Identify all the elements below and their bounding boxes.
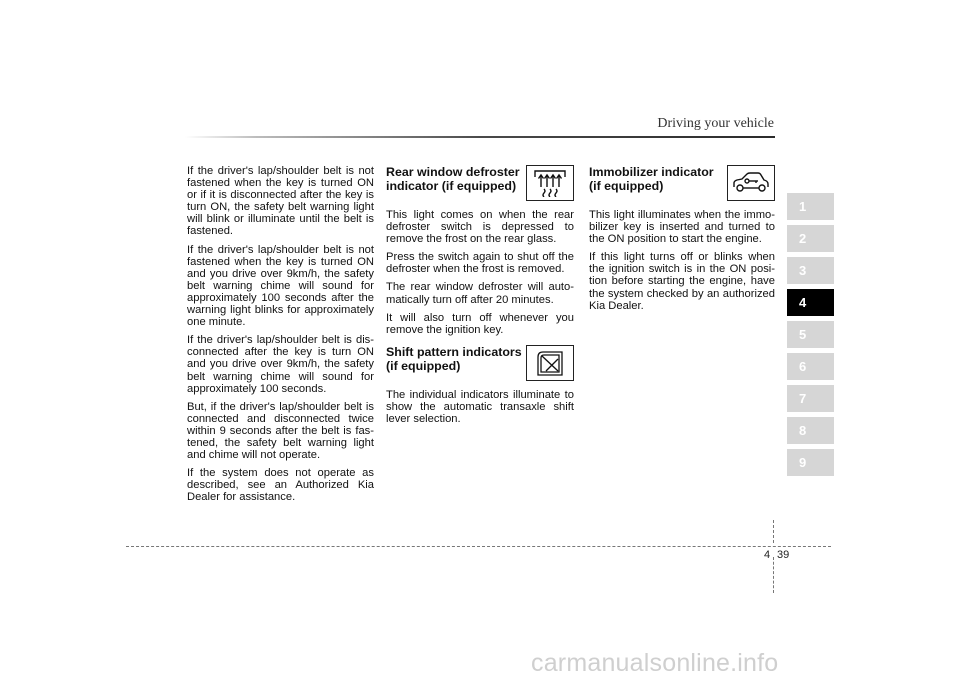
heading-line: (if equipped) (589, 179, 664, 193)
paragraph: If the driver's lap/shoulder belt is not fastened when the key is turned ON or if it is disconnected after the key is turn ON, the safety belt warning light will blink or illuminate until the belt is fastened. (187, 165, 374, 238)
section-immobilizer (589, 165, 775, 312)
chapter-tab-6[interactable]: 6 (787, 353, 834, 380)
heading-line: Immobilizer indicator (589, 165, 714, 179)
chapter-tab-3[interactable]: 3 (787, 257, 834, 284)
paragraph: If this light turns off or blinks when the ignition switch is in the ON posi-tion before starting the engine, have the system checked by an authorized Kia Dealer. (589, 251, 775, 312)
section-shift-pattern (386, 345, 574, 425)
immobilizer-car-key-icon (727, 165, 775, 201)
paragraph: If the system does not operate as described, see an Authorized Kia Dealer for assistance. (187, 467, 374, 504)
heading-line: (if equipped) (386, 358, 461, 373)
heading-line: indicator (if equipped) (386, 179, 517, 193)
section-rear-defroster (386, 165, 574, 336)
running-header: Driving your vehicle (657, 116, 774, 131)
header-rule (185, 136, 775, 138)
page-chapter-number: 4 (764, 549, 771, 561)
chapter-tab-1[interactable]: 1 (787, 193, 834, 220)
paragraph: Press the switch again to shut off the defroster when the frost is removed. (386, 251, 574, 276)
column-indicators (386, 165, 574, 431)
chapter-tab-2[interactable]: 2 (787, 225, 834, 252)
chapter-tab-5[interactable]: 5 (787, 321, 834, 348)
chapter-tab-4-active[interactable]: 4 (787, 289, 834, 316)
heading-line: Shift pattern indicators (386, 344, 522, 359)
watermark: carmanualsonline.info (531, 649, 779, 677)
paragraph: But, if the driver's lap/shoulder belt is connected and disconnected twice within 9 seconds after the belt is fas-tened, the safety belt warning light and chime will not operate. (187, 400, 374, 462)
paragraph: This light comes on when the rear defroster switch is depressed to remove the frost on the rear glass. (386, 209, 574, 246)
chapter-tab-7[interactable]: 7 (787, 385, 834, 412)
footer-divider-top (773, 520, 774, 543)
paragraph: This light illuminates when the immo-bilizer key is inserted and turned to the ON position to start the engine. (589, 209, 775, 246)
paragraph: It will also turn off whenever you remove the ignition key. (386, 311, 574, 336)
chapter-tab-8[interactable]: 8 (787, 417, 834, 444)
footer-divider-bottom (773, 557, 774, 593)
paragraph: The individual indicators illuminate to show the automatic transaxle shift lever selection. (386, 388, 574, 426)
heading-line: Rear window defroster (386, 165, 520, 179)
column-immobilizer (589, 165, 775, 318)
chapter-tab-9[interactable]: 9 (787, 449, 834, 476)
paragraph: The rear window defroster will auto-matically turn off after 20 minutes. (386, 281, 574, 306)
chapter-tabs (787, 193, 834, 481)
page-number: 39 (777, 549, 790, 561)
paragraph: If the driver's lap/shoulder belt is dis-connected after the key is turn ON and you drive over 9km/h, the safety belt warning chime will sound for approximately 100 seconds. (187, 334, 374, 395)
paragraph: If the driver's lap/shoulder belt is not fastened when the key is turned ON and you drive over 9km/h, the safety belt warning chime will sound for approximately 100 seconds after the warning light blinks for approximately one minute. (187, 243, 374, 329)
rear-defroster-icon (526, 165, 574, 201)
column-seatbelt (187, 165, 374, 509)
footer-rule (126, 546, 831, 547)
shift-pattern-icon (526, 345, 574, 381)
